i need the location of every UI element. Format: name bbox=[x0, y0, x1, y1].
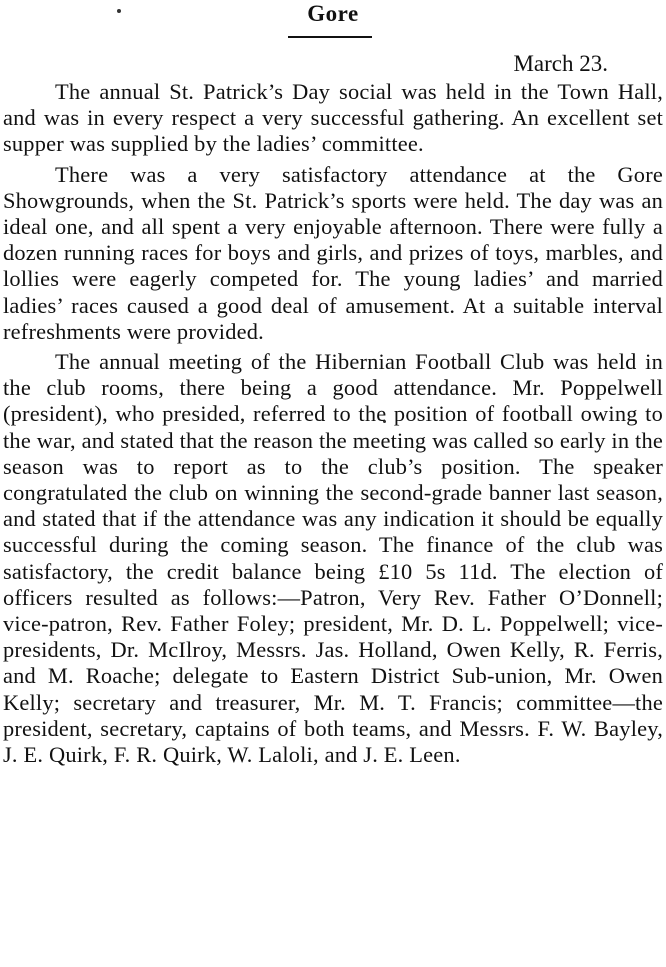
dateline: March 23. bbox=[513, 51, 608, 76]
article-body bbox=[3, 79, 663, 772]
heading-rule bbox=[288, 36, 372, 38]
paragraph: The annual meeting of the Hibernian Football Club was held in the club rooms, there being a good attendance. Mr. Poppelwell (president), who presided, referred to the position of football owing to the war, and stated that the reason the meeting was called so early in the season was to report as to the club’s position. The speaker congratulated the club on winning the second-grade banner last season, and stated that if the attendance was any indication it should be equally successful during the coming season. The finance of the club was satisfactory, the credit balance being £10 5s 11d. The election of officers resulted as follows:—Patron, Very Rev. Father O’Donnell; vice-patron, Rev. Father Foley; president, Mr. D. L. Poppelwell; vice-presidents, Dr. McIlroy, Messrs. Jas. Holland, Owen Kelly, R. Ferris, and M. Roache; delegate to Eastern District Sub-union, Mr. Owen Kelly; secretary and treasurer, Mr. M. T. Francis; committee—the president, secretary, captains of both teams, and Messrs. F. W. Bayley, J. E. Quirk, F. R. Quirk, W. Laloli, and J. E. Leen. bbox=[3, 349, 663, 768]
paragraph: The annual St. Patrick’s Day social was held in the Town Hall, and was in every respect a very successful gathering. An excellent set supper was supplied by the ladies’ committee. bbox=[3, 79, 663, 157]
article-heading: Gore bbox=[307, 1, 359, 26]
paragraph: There was a very satisfactory attendance at the Gore Showgrounds, when the St. Patrick’s sports were held. The day was an ideal one, and all spent a very enjoyable afternoon. There were fully a dozen running races for boys and girls, and prizes of toys, marbles, and lollies were eagerly competed for. The young ladies’ and married ladies’ races caused a good deal of amusement. At a suitable interval refreshments were provided. bbox=[3, 161, 663, 344]
